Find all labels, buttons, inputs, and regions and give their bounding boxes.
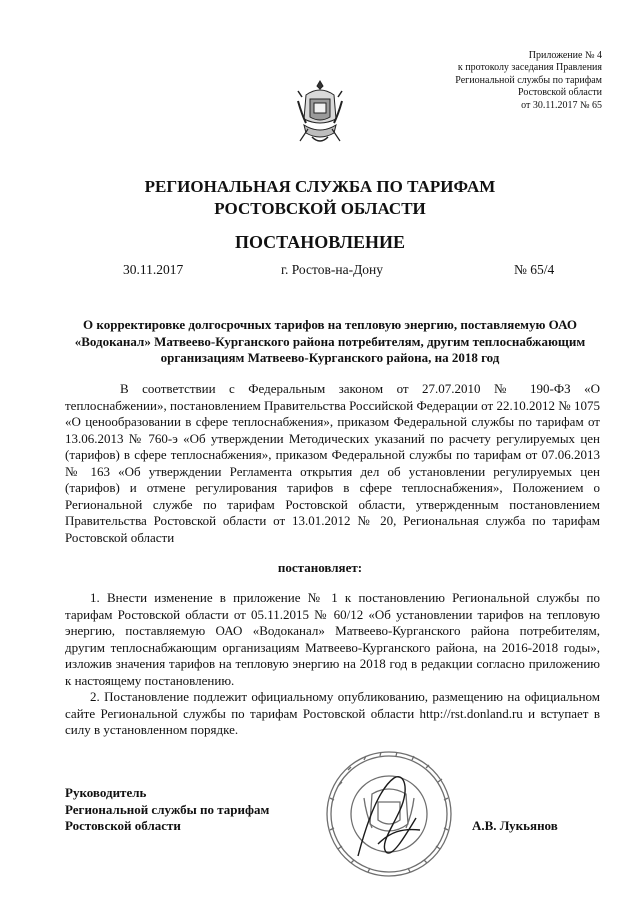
document-city: г. Ростов-на-Дону xyxy=(281,262,384,277)
document-type: ПОСТАНОВЛЕНИЕ xyxy=(234,232,406,252)
agency-title-line: РЕГИОНАЛЬНАЯ СЛУЖБА ПО ТАРИФАМ xyxy=(144,177,496,196)
agency-title xyxy=(0,176,640,220)
official-seal-icon xyxy=(320,748,458,880)
signatory-title-line: Руководитель xyxy=(65,785,147,800)
appendix-line: Региональной службы по тарифам xyxy=(455,74,602,86)
signatory-name: А.В. Лукьянов xyxy=(472,818,558,833)
resolves-heading: постановляет: xyxy=(277,560,363,575)
document-date: 30.11.2017 xyxy=(123,262,184,277)
appendix-line: к протоколу заседания Правления xyxy=(457,62,602,74)
agency-title-line: РОСТОВСКОЙ ОБЛАСТИ xyxy=(214,199,426,218)
resolution-item: 2. Постановление подлежит официальному опубликованию, размещению на официальном сайте Региональной службы по тарифам Ростовской области http://rst.donland.ru и вступает в силу в установленном порядке. xyxy=(65,689,600,737)
signatory-title xyxy=(65,785,269,835)
appendix-line: Ростовской области xyxy=(518,87,602,99)
document-subject: О корректировке долгосрочных тарифов на тепловую энергию, поставляемую ОАО «Водоканал» Матвеево-Курганского района потребителям, другим теплоснабжающим организациям Матвеево-Курганского района, на 2018 год xyxy=(74,317,586,365)
appendix-line: Приложение № 4 xyxy=(528,50,602,61)
document-number: № 65/4 xyxy=(514,262,555,277)
signatory-title-line: Региональной службы по тарифам xyxy=(65,801,270,817)
appendix-note xyxy=(455,50,602,112)
signatory-title-line: Ростовской области xyxy=(65,818,181,833)
appendix-line: от 30.11.2017 № 65 xyxy=(521,99,602,111)
preamble-paragraph: В соответствии с Федеральным законом от 27.07.2010 № 190-ФЗ «О теплоснабжении», постановлением Правительства Российской Федерации от 22.10.2012 № 1075 «О ценообразовании в сфере теплоснабжения», приказом Федеральной службы по тарифам от 13.06.2013 № 760-э «Об утверждении Методических указаний по расчету регулируемых цен (тарифов) в сфере теплоснабжения», приказом Федеральной службы по тарифам от 07.06.2013 № 163 «Об утверждении Регламента открытия дел об установлении регулируемых цен (тарифов) и отмене регулирования тарифов в сфере теплоснабжения», Положением о Региональной службе по тарифам Ростовской области, утвержденным постановлением Правительства Ростовской области от 13.01.2012 № 20, Региональная служба по тарифам Ростовской области xyxy=(65,381,600,545)
coat-of-arms-icon xyxy=(296,79,344,149)
resolution-item: 1. Внести изменение в приложение № 1 к постановлению Региональной службы по тарифам Ростовской области от 05.11.2015 № 60/12 «Об установлении тарифов на тепловую энергию, поставляемую ОАО «Водоканал» Матвеево-Курганского района потребителям, другим теплоснабжающим организациям Матвеево-Курганского района, на 2016-2018 годы», изложив значения тарифов на тепловую энергию на 2018 год в редакции согласно приложению к настоящему постановлению. xyxy=(65,590,600,688)
